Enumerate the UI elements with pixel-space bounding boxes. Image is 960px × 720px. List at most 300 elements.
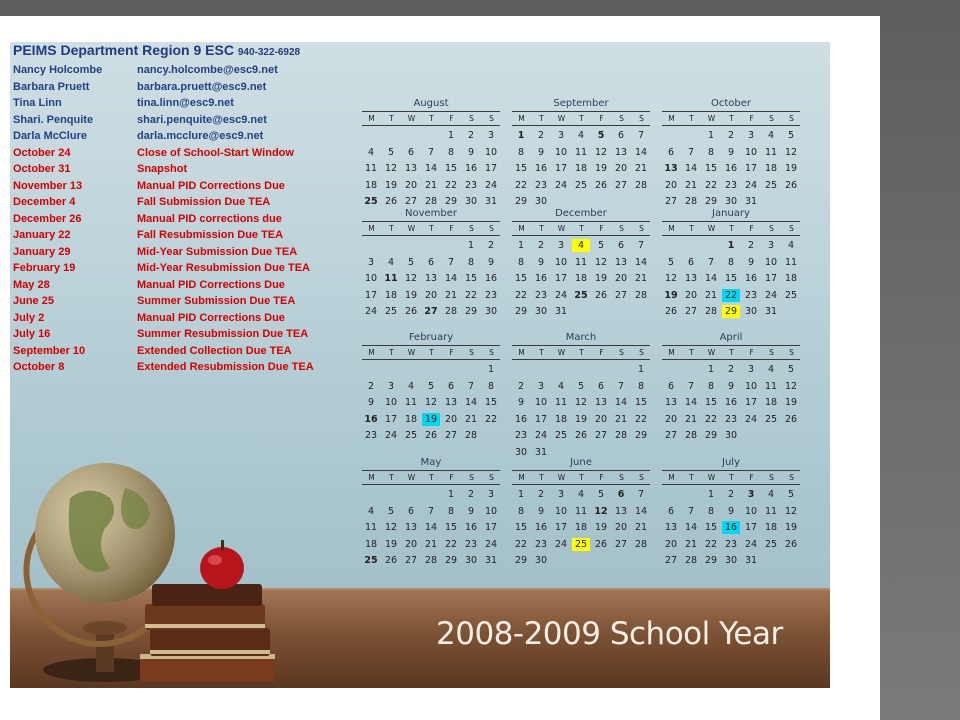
calendar-day: 12 <box>664 273 678 284</box>
calendar-day: 15 <box>704 522 718 533</box>
calendar-day: 30 <box>724 430 738 441</box>
calendar-day: 27 <box>614 289 628 301</box>
deadline-date: July 2 <box>13 311 45 324</box>
calendar-day: 2 <box>747 240 755 251</box>
deadline-description: Manual PID Corrections Due <box>137 311 285 324</box>
month-calendar-june <box>512 456 650 585</box>
calendar-day: 30 <box>464 555 478 566</box>
calendar-day: 6 <box>667 146 675 158</box>
calendar-day: 22 <box>514 289 528 301</box>
calendar-day: 26 <box>594 289 608 301</box>
calendar-day: 6 <box>617 240 625 251</box>
weekday-label: T <box>579 224 584 233</box>
calendar-day: 30 <box>514 446 528 458</box>
contact-name: Barbara Pruett <box>13 80 90 93</box>
calendar-day: 7 <box>687 380 695 392</box>
calendar-day: 20 <box>424 289 438 301</box>
calendar-day: 29 <box>514 306 528 317</box>
calendar-day: 3 <box>487 489 495 500</box>
calendar-day: 11 <box>384 273 398 284</box>
calendar-day: 7 <box>687 146 695 158</box>
calendar-day: 4 <box>767 489 775 500</box>
weekday-label: T <box>429 224 434 233</box>
calendar-day: 11 <box>764 380 778 392</box>
calendar-day: 15 <box>464 273 478 284</box>
deadline-description: Manual PID corrections due <box>137 212 282 225</box>
month-name: January <box>712 208 750 219</box>
weekday-label: T <box>389 114 394 123</box>
weekday-label: M <box>668 224 675 233</box>
calendar-day: 28 <box>684 430 698 441</box>
weekday-header <box>362 111 500 126</box>
calendar-day: 14 <box>614 397 628 408</box>
calendar-day: 2 <box>517 380 525 392</box>
calendar-day: 7 <box>637 240 645 251</box>
calendar-day: 21 <box>614 413 628 425</box>
calendar-day: 25 <box>764 413 778 425</box>
deadline-date: February 19 <box>13 262 76 274</box>
calendar-day: 29 <box>722 305 740 318</box>
calendar-day: 19 <box>384 179 398 191</box>
calendar-day: 10 <box>744 380 758 392</box>
calendar-day: 9 <box>727 146 735 158</box>
calendar-day: 14 <box>424 163 438 174</box>
calendar-day: 23 <box>744 289 758 301</box>
contact-email: tina.linn@esc9.net <box>137 97 234 109</box>
calendar-day: 19 <box>384 538 398 550</box>
calendar-day: 4 <box>787 240 795 251</box>
calendar-day: 25 <box>574 179 588 191</box>
weekday-label: F <box>749 114 754 123</box>
calendar-day: 8 <box>517 256 525 268</box>
deadline-description: Fall Resubmission Due TEA <box>137 229 284 241</box>
calendar-day: 14 <box>634 505 648 517</box>
weekday-label: T <box>729 224 734 233</box>
calendar-day: 20 <box>614 163 628 174</box>
deadline-date: January 29 <box>13 245 71 258</box>
calendar-day: 26 <box>384 196 398 207</box>
calendar-day: 23 <box>724 538 738 550</box>
calendar-day: 4 <box>367 505 375 517</box>
weekday-label: W <box>557 473 566 482</box>
calendar-day: 22 <box>484 413 498 425</box>
weekday-label: W <box>707 114 716 123</box>
calendar-day: 8 <box>727 256 735 268</box>
calendar-day: 17 <box>744 397 758 408</box>
calendar-day: 8 <box>707 505 715 517</box>
calendar-day: 28 <box>614 430 628 441</box>
deadline-description: Mid-Year Submission Due TEA <box>137 245 298 258</box>
calendar-day: 16 <box>534 163 548 174</box>
calendar-day: 16 <box>744 273 758 284</box>
calendar-day: 23 <box>534 538 548 550</box>
calendar-day: 28 <box>444 306 458 317</box>
calendar-day: 1 <box>487 364 495 375</box>
calendar-day: 5 <box>787 489 795 500</box>
weekday-label: T <box>539 224 544 233</box>
calendar-day: 18 <box>364 538 378 550</box>
calendar-day: 24 <box>364 306 378 317</box>
calendar-day: 1 <box>517 489 525 500</box>
calendar-day: 9 <box>537 256 545 268</box>
calendar-day: 18 <box>784 273 798 284</box>
calendar-day: 14 <box>424 522 438 533</box>
calendar-day: 29 <box>444 555 458 566</box>
calendar-day: 17 <box>364 289 378 301</box>
calendar-day: 24 <box>484 179 498 191</box>
calendar-day: 10 <box>534 397 548 408</box>
calendar-day: 1 <box>727 240 735 251</box>
weekday-label: S <box>489 114 494 123</box>
calendar-day: 9 <box>487 256 495 268</box>
calendar-day: 23 <box>484 289 498 301</box>
calendar-day: 26 <box>424 430 438 441</box>
deadline-date: October 31 <box>13 163 71 175</box>
calendar-day: 3 <box>747 489 755 500</box>
calendar-day: 18 <box>764 397 778 408</box>
calendar-day: 12 <box>384 522 398 533</box>
calendar-day: 29 <box>464 306 478 317</box>
deadline-date: September 10 <box>13 344 86 357</box>
calendar-day: 14 <box>464 397 478 408</box>
calendar-day: 27 <box>614 179 628 191</box>
calendar-day: 18 <box>554 413 568 425</box>
weekday-label: S <box>489 473 494 482</box>
calendar-day: 18 <box>574 273 588 284</box>
calendar-day: 23 <box>364 430 378 441</box>
weekday-header <box>362 221 500 236</box>
calendar-day: 24 <box>744 179 758 191</box>
month-calendar-march <box>512 331 650 460</box>
calendar-day: 18 <box>764 163 778 174</box>
calendar-day: 25 <box>784 289 798 301</box>
calendar-day: 18 <box>404 413 418 425</box>
calendar-day: 2 <box>467 489 475 500</box>
calendar-day: 14 <box>444 273 458 284</box>
calendar-day: 6 <box>617 130 625 141</box>
weekday-label: F <box>449 224 454 233</box>
deadline-date: December 26 <box>13 212 82 225</box>
calendar-day: 24 <box>384 430 398 441</box>
weekday-label: F <box>449 473 454 482</box>
calendar-day: 22 <box>704 538 718 550</box>
weekday-label: S <box>469 224 474 233</box>
calendar-day: 28 <box>704 306 718 317</box>
month-name: November <box>404 208 458 219</box>
calendar-day: 23 <box>724 413 738 425</box>
calendar-day: 2 <box>367 380 375 392</box>
weekday-label: T <box>429 348 434 357</box>
weekday-label: T <box>539 114 544 123</box>
calendar-day: 30 <box>744 306 758 317</box>
month-calendar-december <box>512 207 650 336</box>
calendar-day: 22 <box>514 179 528 191</box>
contact-name: Shari. Penquite <box>13 113 94 126</box>
calendar-day: 30 <box>534 196 548 207</box>
calendar-day: 22 <box>514 538 528 550</box>
weekday-label: T <box>389 473 394 482</box>
calendar-day: 7 <box>447 256 455 268</box>
month-name: March <box>565 332 597 343</box>
calendar-day: 24 <box>744 413 758 425</box>
calendar-day: 26 <box>404 306 418 317</box>
calendar-day: 9 <box>747 256 755 268</box>
calendar-day: 1 <box>447 130 455 141</box>
calendar-day: 10 <box>554 256 568 268</box>
calendar-day: 21 <box>684 413 698 425</box>
calendar-day: 13 <box>664 522 678 533</box>
month-name: August <box>413 98 449 109</box>
calendar-day: 2 <box>537 489 545 500</box>
weekday-label: T <box>579 114 584 123</box>
deadline-date: November 13 <box>13 179 83 192</box>
calendar-day: 26 <box>784 538 798 550</box>
calendar-day: 1 <box>707 364 715 375</box>
calendar-day: 16 <box>534 522 548 533</box>
deadline-date: June 25 <box>13 295 54 307</box>
month-name: December <box>555 208 607 219</box>
calendar-day: 21 <box>704 289 718 301</box>
calendar-day: 19 <box>594 163 608 174</box>
calendar-day: 30 <box>534 555 548 566</box>
weekday-label: M <box>368 224 375 233</box>
calendar-day: 19 <box>664 289 678 301</box>
weekday-label: S <box>469 114 474 123</box>
calendar-day: 9 <box>367 397 375 408</box>
calendar-day: 28 <box>424 555 438 566</box>
calendar-day: 13 <box>614 505 628 517</box>
calendar-day: 17 <box>484 522 498 533</box>
calendar-day: 6 <box>617 489 625 500</box>
calendar-day: 15 <box>514 273 528 284</box>
calendar-day: 7 <box>427 146 435 158</box>
calendar-day: 11 <box>404 397 418 408</box>
calendar-day: 2 <box>537 240 545 251</box>
weekday-label: F <box>749 348 754 357</box>
calendar-day: 22 <box>704 179 718 191</box>
calendar-day: 13 <box>684 273 698 284</box>
calendar-day: 12 <box>424 397 438 408</box>
calendar-day: 22 <box>444 179 458 191</box>
calendar-day: 29 <box>444 196 458 207</box>
calendar-day: 4 <box>577 130 585 141</box>
calendar-day: 27 <box>594 430 608 441</box>
deadline-description: Extended Collection Due TEA <box>137 344 292 357</box>
calendar-day: 12 <box>594 505 608 517</box>
calendar-day: 27 <box>664 555 678 566</box>
calendar-day: 7 <box>707 256 715 268</box>
weekday-label: T <box>579 348 584 357</box>
weekday-header <box>512 111 650 126</box>
calendar-day: 25 <box>574 289 588 301</box>
weekday-label: S <box>769 348 774 357</box>
weekday-label: M <box>518 114 525 123</box>
weekday-label: M <box>668 473 675 482</box>
weekday-label: S <box>619 224 624 233</box>
deadline-description: Fall Submission Due TEA <box>137 196 271 208</box>
calendar-day: 15 <box>484 397 498 408</box>
calendar-day: 20 <box>404 538 418 550</box>
school-year-label: 2008-2009 School Year <box>436 616 783 652</box>
calendar-day: 8 <box>707 380 715 392</box>
weekday-label: F <box>449 348 454 357</box>
deadline-description: Summer Resubmission Due TEA <box>137 328 309 340</box>
calendar-day: 28 <box>634 179 648 191</box>
calendar-day: 23 <box>534 179 548 191</box>
weekday-label: S <box>789 224 794 233</box>
calendar-day: 10 <box>764 256 778 268</box>
calendar-day: 13 <box>594 397 608 408</box>
calendar-day: 27 <box>404 555 418 566</box>
calendar-day: 21 <box>634 273 648 284</box>
calendar-day: 21 <box>684 179 698 191</box>
calendar-day: 11 <box>764 146 778 158</box>
calendar-day: 31 <box>744 196 758 207</box>
month-calendar-may <box>362 456 500 585</box>
weekday-label: T <box>429 114 434 123</box>
calendar-day: 20 <box>594 413 608 425</box>
deadline-description: Mid-Year Resubmission Due TEA <box>137 262 310 274</box>
calendar-day: 11 <box>574 256 588 268</box>
calendar-day: 26 <box>664 306 678 317</box>
month-name: July <box>722 457 740 468</box>
deadline-date: December 4 <box>13 196 76 208</box>
calendar-day: 3 <box>367 256 375 268</box>
calendar-day: 11 <box>764 505 778 517</box>
calendar-day: 22 <box>722 289 740 302</box>
calendar-day: 6 <box>407 505 415 517</box>
calendar-day: 5 <box>387 505 395 517</box>
calendar-day: 6 <box>667 380 675 392</box>
calendar-day: 4 <box>577 489 585 500</box>
calendar-day: 19 <box>422 413 440 426</box>
calendar-day: 6 <box>667 505 675 517</box>
contact-name: Darla McClure <box>13 130 87 142</box>
calendar-day: 26 <box>784 413 798 425</box>
calendar-day: 20 <box>614 273 628 284</box>
calendar-day: 18 <box>384 289 398 301</box>
calendar-day: 13 <box>404 163 418 174</box>
calendar-day: 3 <box>557 489 565 500</box>
calendar-day: 16 <box>724 397 738 408</box>
weekday-label: S <box>639 348 644 357</box>
calendar-day: 27 <box>664 196 678 207</box>
calendar-day: 7 <box>467 380 475 392</box>
weekday-label: T <box>689 114 694 123</box>
weekday-label: S <box>769 224 774 233</box>
calendar-day: 8 <box>517 505 525 517</box>
calendar-day: 14 <box>684 522 698 533</box>
contact-name: Nancy Holcombe <box>13 64 103 76</box>
contact-name: Tina Linn <box>13 97 62 109</box>
calendar-day: 12 <box>784 380 798 392</box>
calendar-day: 5 <box>407 256 415 268</box>
calendar-day: 30 <box>724 196 738 207</box>
month-name: February <box>408 332 454 343</box>
calendar-day: 9 <box>727 505 735 517</box>
calendar-day: 26 <box>784 179 798 191</box>
weekday-label: S <box>769 114 774 123</box>
contact-email: shari.penquite@esc9.net <box>137 113 267 126</box>
calendar-day: 18 <box>364 179 378 191</box>
calendar-day: 5 <box>667 256 675 268</box>
calendar-day: 25 <box>404 430 418 441</box>
weekday-label: S <box>639 114 644 123</box>
calendar-day: 17 <box>534 413 548 425</box>
calendar-day: 21 <box>464 413 478 425</box>
weekday-label: S <box>469 473 474 482</box>
calendar-day: 1 <box>467 240 475 251</box>
calendar-day: 14 <box>684 397 698 408</box>
calendar-day: 3 <box>557 130 565 141</box>
calendar-day: 2 <box>727 364 735 375</box>
weekday-label: W <box>707 473 716 482</box>
calendar-day: 16 <box>722 521 740 534</box>
calendar-day: 11 <box>574 505 588 517</box>
weekday-label: T <box>689 224 694 233</box>
weekday-label: M <box>368 348 375 357</box>
month-calendar-november <box>362 207 500 336</box>
calendar-day: 8 <box>447 146 455 158</box>
calendar-day: 3 <box>387 380 395 392</box>
calendar-day: 31 <box>744 555 758 566</box>
calendar-day: 11 <box>554 397 568 408</box>
calendar-day: 24 <box>554 289 568 301</box>
calendar-day: 22 <box>464 289 478 301</box>
weekday-label: T <box>729 473 734 482</box>
calendar-day: 8 <box>707 146 715 158</box>
weekday-header <box>662 221 800 236</box>
calendar-day: 5 <box>787 130 795 141</box>
calendar-day: 29 <box>704 196 718 207</box>
weekday-label: W <box>407 114 416 123</box>
weekday-label: M <box>368 114 375 123</box>
calendar-day: 5 <box>597 130 605 141</box>
weekday-label: F <box>749 473 754 482</box>
calendar-day: 10 <box>384 397 398 408</box>
calendar-day: 10 <box>554 505 568 517</box>
calendar-day: 19 <box>574 413 588 425</box>
calendar-day: 30 <box>534 306 548 317</box>
calendar-day: 25 <box>364 196 378 207</box>
calendar-day: 6 <box>447 380 455 392</box>
calendar-day: 16 <box>484 273 498 284</box>
weekday-label: M <box>518 473 525 482</box>
weekday-label: S <box>639 473 644 482</box>
calendar-day: 20 <box>664 179 678 191</box>
calendar-day: 15 <box>444 163 458 174</box>
weekday-label: T <box>389 348 394 357</box>
month-calendar-february <box>362 331 500 460</box>
weekday-label: T <box>729 114 734 123</box>
calendar-day: 31 <box>764 306 778 317</box>
calendar-day: 12 <box>574 397 588 408</box>
weekday-label: F <box>599 348 604 357</box>
calendar-day: 13 <box>424 273 438 284</box>
calendar-day: 10 <box>364 273 378 284</box>
calendar-day: 24 <box>744 538 758 550</box>
calendar-day: 28 <box>684 196 698 207</box>
calendar-day: 30 <box>724 555 738 566</box>
calendar-day: 22 <box>444 538 458 550</box>
calendar-day: 2 <box>727 489 735 500</box>
calendar-day: 31 <box>484 196 498 207</box>
contact-email: nancy.holcombe@esc9.net <box>137 64 278 76</box>
calendar-day: 10 <box>484 505 498 517</box>
weekday-label: S <box>619 114 624 123</box>
weekday-label: S <box>619 348 624 357</box>
weekday-label: T <box>689 473 694 482</box>
